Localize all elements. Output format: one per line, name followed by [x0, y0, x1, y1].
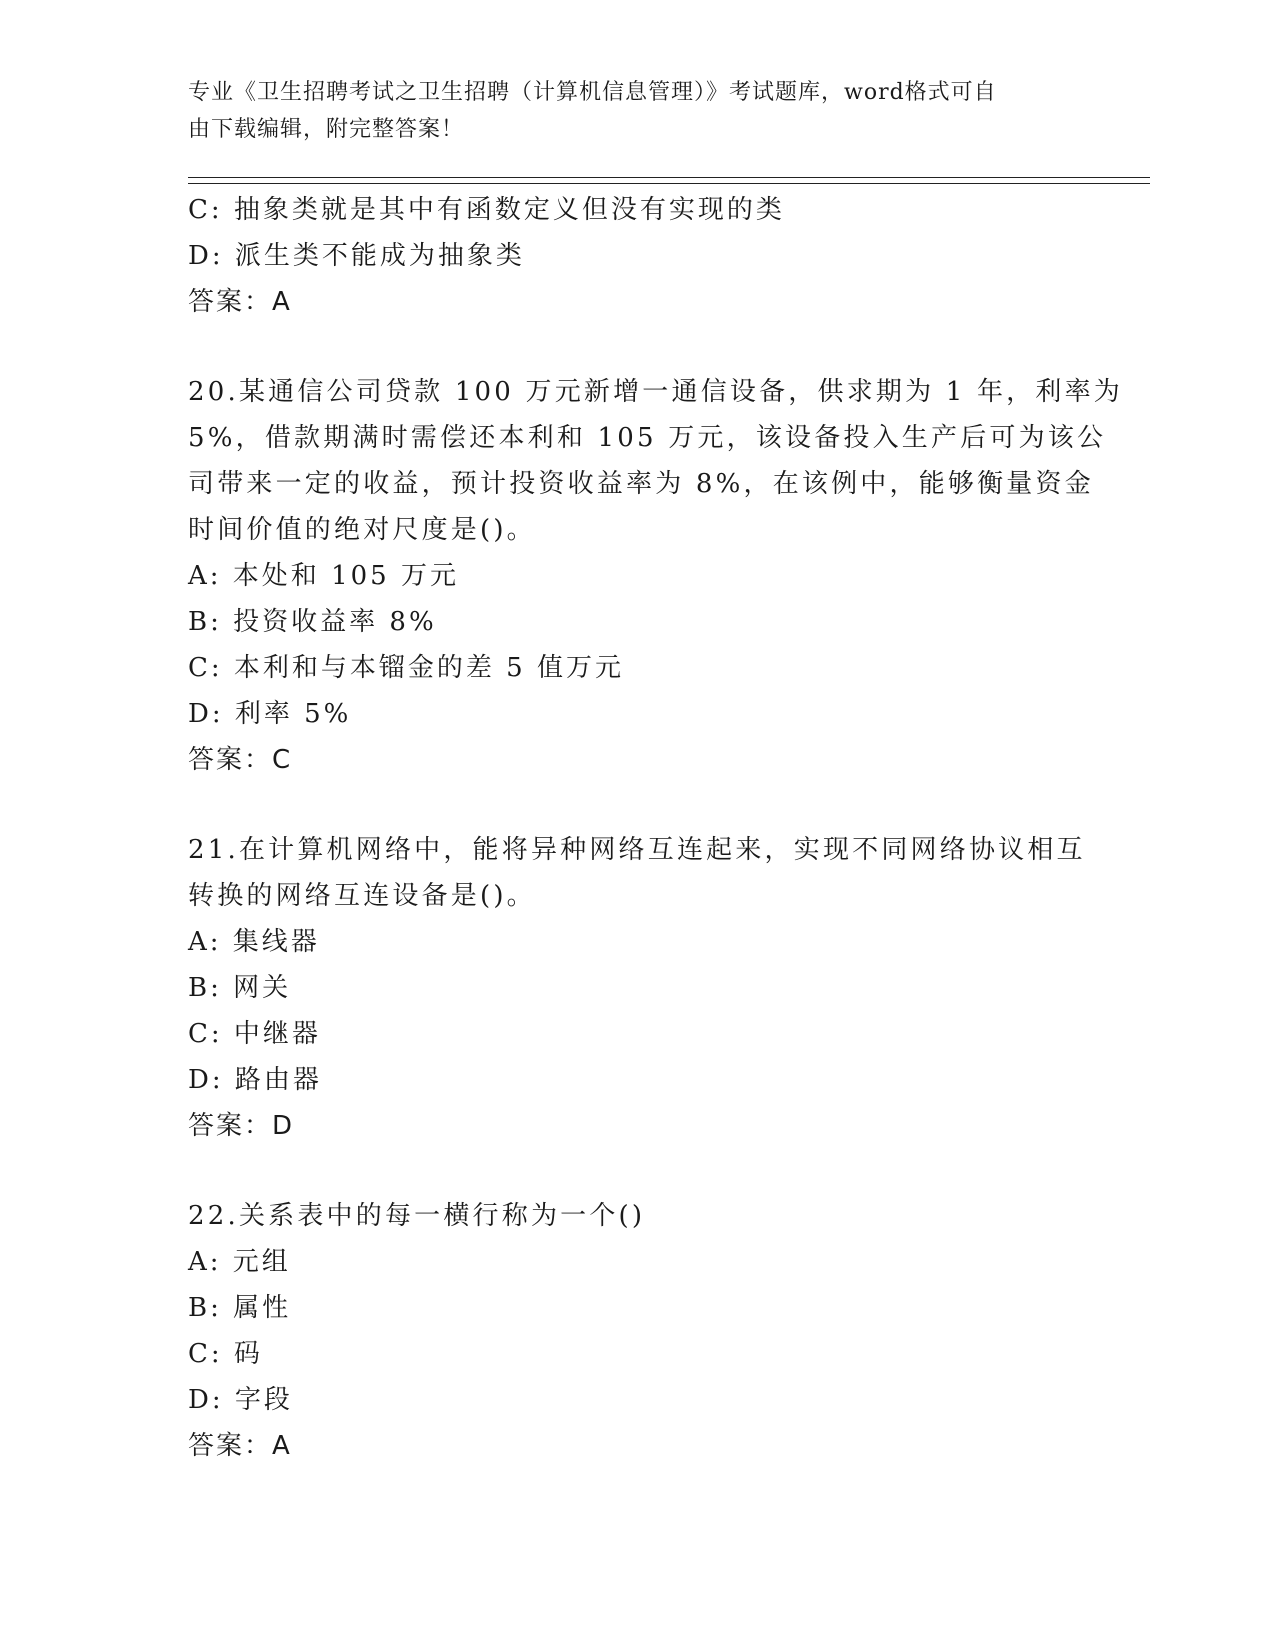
option-a: A: 本处和 105 万元 [188, 561, 459, 591]
question-stem-line: 5%，借款期满时需偿还本利和 105 万元，该设备投入生产后可为该公 [188, 423, 1107, 453]
option-c: C: 抽象类就是其中有函数定义但没有实现的类 [188, 195, 785, 225]
option-d: D: 路由器 [188, 1065, 322, 1095]
option-a: A: 集线器 [188, 927, 320, 957]
question-stem-line: 时间价值的绝对尺度是()。 [188, 515, 536, 545]
option-d: D: 利率 5% [188, 699, 352, 729]
option-c: C: 码 [188, 1339, 263, 1369]
header-line-1: 专业《卫生招聘考试之卫生招聘（计算机信息管理）》考试题库，word格式可自 [188, 80, 997, 105]
option-b: B: 网关 [188, 973, 292, 1003]
answer: 答案：A [188, 1431, 292, 1461]
option-c: C: 中继器 [188, 1019, 321, 1049]
header-line-2: 由下载编辑，附完整答案！ [188, 117, 465, 142]
question-19 [188, 187, 1088, 325]
spacer [188, 325, 1088, 369]
page-header [188, 74, 1068, 148]
option-c: C: 本利和与本镏金的差 5 值万元 [188, 653, 624, 683]
option-d: D: 字段 [188, 1385, 293, 1415]
question-21 [188, 827, 1088, 1149]
option-b: B: 属性 [188, 1293, 292, 1323]
question-stem-line: 22.关系表中的每一横行称为一个() [188, 1201, 646, 1231]
spacer [188, 783, 1088, 827]
question-stem-line: 转换的网络互连设备是()。 [188, 881, 536, 911]
spacer [188, 1149, 1088, 1193]
question-stem-line: 20.某通信公司贷款 100 万元新增一通信设备，供求期为 1 年，利率为 [188, 377, 1123, 407]
answer: 答案：C [188, 745, 293, 775]
answer: 答案：D [188, 1111, 295, 1141]
answer: 答案：A [188, 287, 292, 317]
question-20 [188, 369, 1123, 783]
question-stem-line: 司带来一定的收益，预计投资收益率为 8%，在该例中，能够衡量资金 [188, 469, 1094, 499]
option-d: D: 派生类不能成为抽象类 [188, 241, 525, 271]
header-divider-top [188, 177, 1150, 178]
option-a: A: 元组 [188, 1247, 291, 1277]
question-22 [188, 1193, 1088, 1469]
header-divider-bottom [188, 183, 1150, 184]
question-stem-line: 21.在计算机网络中，能将异种网络互连起来，实现不同网络协议相互 [188, 835, 1086, 865]
question-content [188, 187, 1123, 1469]
option-b: B: 投资收益率 8% [188, 607, 437, 637]
